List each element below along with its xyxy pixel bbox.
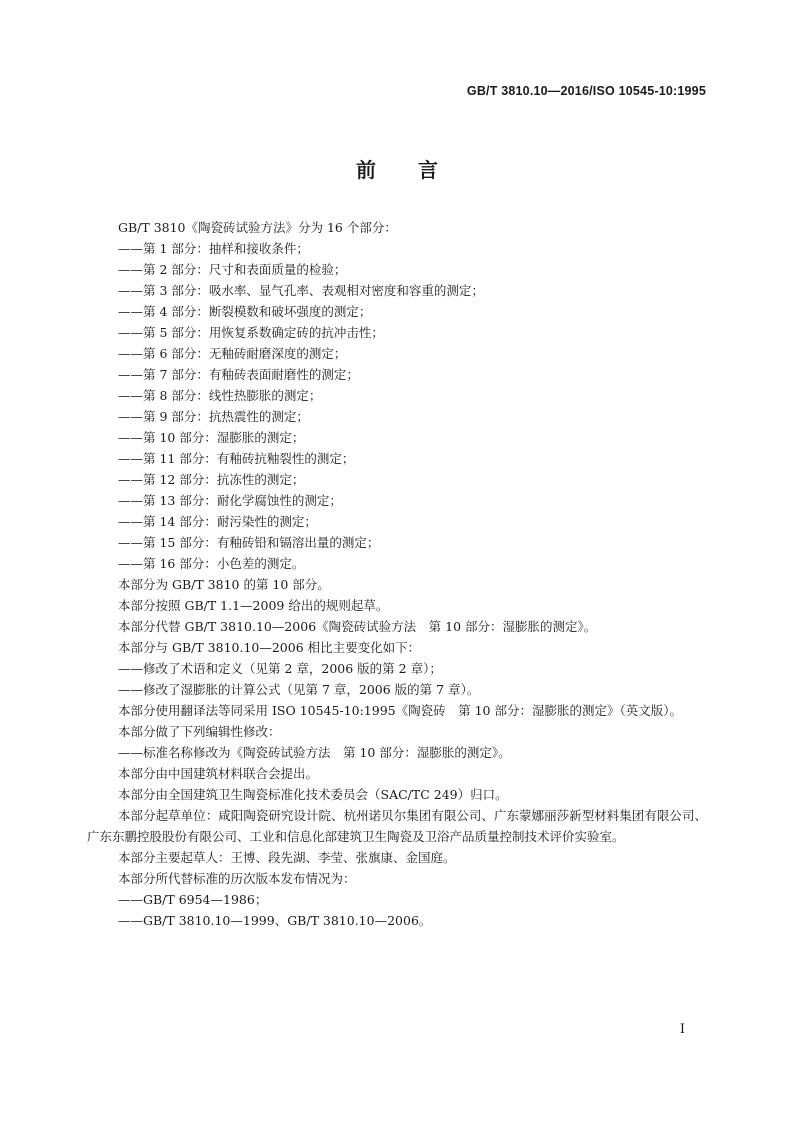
part-of-paragraph: 本部分为 GB/T 3810 的第 10 部分。 — [118, 577, 330, 592]
history-item: ——GB/T 3810.10—1999、GB/T 3810.10—2006。 — [118, 913, 432, 928]
list-item: ——第 9 部分：抗热震性的测定； — [118, 409, 309, 424]
managed-by-paragraph: 本部分由全国建筑卫生陶瓷标准化技术委员会（SAC/TC 249）归口。 — [118, 787, 508, 802]
list-item: ——第 10 部分：湿膨胀的测定； — [118, 430, 305, 445]
list-item: ——第 8 部分：线性热膨胀的测定； — [118, 388, 322, 403]
list-item: ——第 7 部分：有釉砖表面耐磨性的测定； — [118, 367, 359, 382]
parts-list — [87, 238, 707, 574]
list-item: ——第 3 部分：吸水率、显气孔率、表观相对密度和容重的测定； — [118, 283, 484, 298]
change-item: ——修改了湿膨胀的计算公式（见第 7 章，2006 版的第 7 章）。 — [118, 682, 480, 697]
list-item: ——第 12 部分：抗冻性的测定； — [118, 472, 305, 487]
list-item: ——第 6 部分：无釉砖耐磨深度的测定； — [118, 346, 347, 361]
drafters-paragraph: 本部分主要起草人：王博、段先湖、李莹、张旗康、金国庭。 — [118, 850, 456, 865]
replaces-paragraph: 本部分代替 GB/T 3810.10—2006《陶瓷砖试验方法 第 10 部分：湿膨胀的测定》。 — [118, 619, 597, 634]
list-item: ——第 14 部分：耐污染性的测定； — [118, 514, 317, 529]
changes-intro-paragraph: 本部分与 GB/T 3810.10—2006 相比主要变化如下： — [118, 640, 421, 655]
proposed-by-paragraph: 本部分由中国建筑材料联合会提出。 — [118, 766, 319, 781]
list-item: ——第 11 部分：有釉砖抗釉裂性的测定； — [118, 451, 355, 466]
page-number: I — [679, 1022, 685, 1037]
list-item: ——第 1 部分：抽样和接收条件； — [118, 241, 309, 256]
standard-number: GB/T 3810.10—2016/ISO 10545-10:1995 — [466, 84, 706, 98]
change-item: ——修改了术语和定义（见第 2 章，2006 版的第 2 章）； — [118, 661, 442, 676]
list-item: ——第 5 部分：用恢复系数确定砖的抗冲击性； — [118, 325, 384, 340]
translation-paragraph: 本部分使用翻译法等同采用 ISO 10545-10:1995《陶瓷砖 第 10 部分：湿膨胀的测定》（英文版）。 — [118, 703, 682, 718]
intro-paragraph: GB/T 3810《陶瓷砖试验方法》分为 16 个部分： — [118, 220, 397, 235]
list-item: ——第 16 部分：小色差的测定。 — [118, 556, 305, 571]
list-item: ——第 4 部分：断裂模数和破坏强度的测定； — [118, 304, 372, 319]
editorial-item: ——标准名称修改为《陶瓷砖试验方法 第 10 部分：湿膨胀的测定》。 — [118, 745, 511, 760]
history-intro-paragraph: 本部分所代替标准的历次版本发布情况为： — [118, 871, 356, 886]
list-item: ——第 2 部分：尺寸和表面质量的检验； — [118, 262, 347, 277]
foreword-body — [87, 217, 707, 931]
page-title: 前言 — [356, 158, 480, 182]
editorial-intro-paragraph: 本部分做了下列编辑性修改： — [118, 724, 281, 739]
list-item: ——第 15 部分：有釉砖铅和镉溶出量的测定； — [118, 535, 380, 550]
drafting-rules-paragraph: 本部分按照 GB/T 1.1—2009 给出的规则起草。 — [118, 598, 389, 613]
list-item: ——第 13 部分：耐化学腐蚀性的测定； — [118, 493, 342, 508]
drafting-units-paragraph: 本部分起草单位：咸阳陶瓷研究设计院、杭州诺贝尔集团有限公司、广东蒙娜丽莎新型材料集团有限公司、广东东鹏控股股份有限公司、工业和信息化部建筑卫生陶瓷及卫浴产品质量控制技术评价实验室。 — [87, 808, 707, 844]
history-item: ——GB/T 6954—1986； — [118, 892, 268, 907]
